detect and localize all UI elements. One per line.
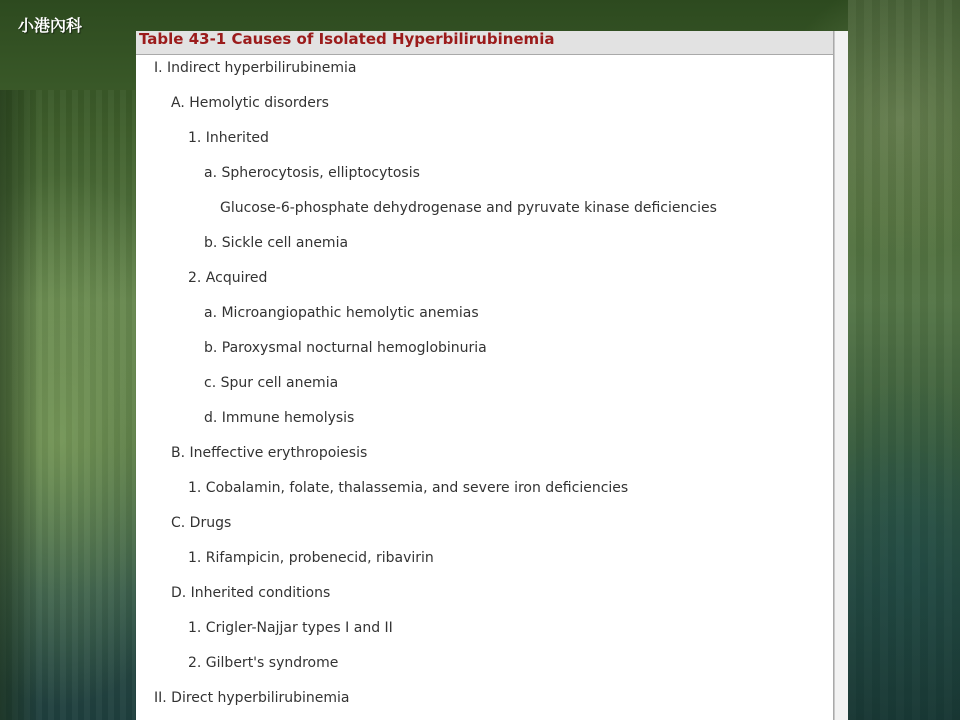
table-row: 1. Crigler-Najjar types I and II xyxy=(188,620,393,636)
table-row: A. Hemolytic disorders xyxy=(171,95,329,111)
table-row: C. Drugs xyxy=(171,515,232,531)
table-row: b. Paroxysmal nocturnal hemoglobinuria xyxy=(204,340,487,356)
table-header xyxy=(136,31,834,55)
background-streak-left xyxy=(0,90,135,720)
scroll-gutter xyxy=(834,31,848,720)
table-row: c. Spur cell anemia xyxy=(204,375,339,391)
table-row: a. Spherocytosis, elliptocytosis xyxy=(204,165,420,181)
table-panel xyxy=(136,31,848,720)
table-row: B. Ineffective erythropoiesis xyxy=(171,445,368,461)
table-row: D. Inherited conditions xyxy=(171,585,331,601)
table-row: a. Microangiopathic hemolytic anemias xyxy=(204,305,479,321)
table-row: Glucose-6-phosphate dehydrogenase and pyruvate kinase deficiencies xyxy=(220,200,717,216)
table-row: 2. Gilbert's syndrome xyxy=(188,655,339,671)
table-title: Table 43-1 Causes of Isolated Hyperbilirubinemia xyxy=(139,31,555,48)
table-body xyxy=(136,55,834,720)
table-row: I. Indirect hyperbilirubinemia xyxy=(154,60,357,76)
table-row: II. Direct hyperbilirubinemia xyxy=(154,690,350,706)
table-row: d. Immune hemolysis xyxy=(204,410,355,426)
background-streak-right xyxy=(848,0,960,720)
table-row: 2. Acquired xyxy=(188,270,268,286)
table-row: 1. Inherited xyxy=(188,130,269,146)
table-row: 1. Rifampicin, probenecid, ribavirin xyxy=(188,550,434,566)
table-row: 1. Cobalamin, folate, thalassemia, and severe iron deficiencies xyxy=(188,480,629,496)
watermark-label: 小港內科 xyxy=(18,16,83,35)
table-row: b. Sickle cell anemia xyxy=(204,235,349,251)
